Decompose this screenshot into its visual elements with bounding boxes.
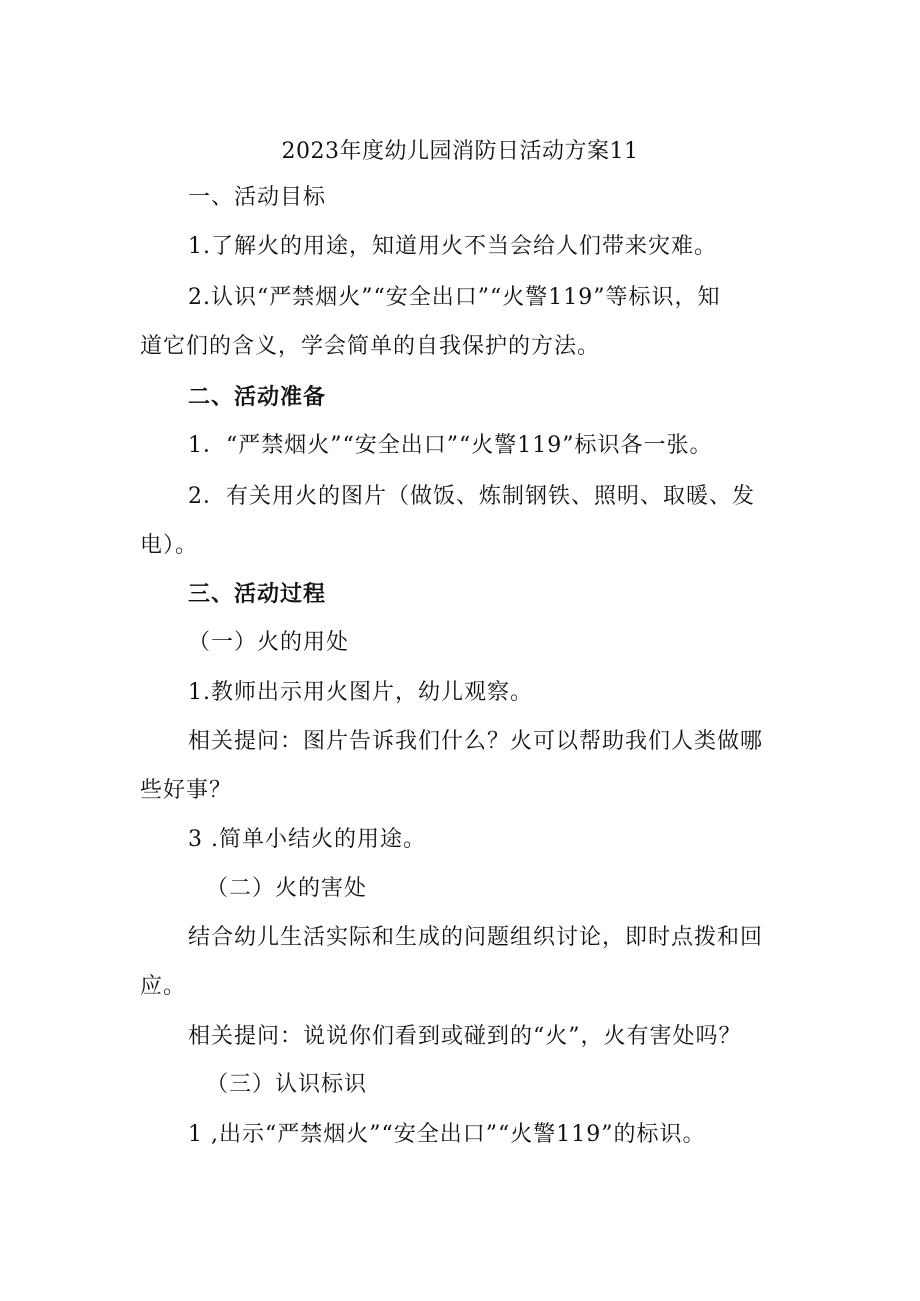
paragraph: 2.认识“严禁烟火”“安全出口”“火警119”等标识，知 — [188, 285, 721, 310]
paragraph: 结合幼儿生活实际和生成的问题组织讨论，即时点拨和回 — [188, 925, 764, 950]
paragraph: 1 ,出示“严禁烟火”“安全出口”“火警119”的标识。 — [188, 1122, 706, 1147]
subheading: （三）认识标识 — [206, 1072, 368, 1097]
paragraph: 相关提问：图片告诉我们什么？火可以帮助我们人类做哪 — [188, 729, 764, 754]
paragraph: 3 .简单小结火的用途。 — [188, 827, 426, 852]
paragraph: 相关提问：说说你们看到或碰到的“火”，火有害处吗？ — [188, 1024, 742, 1049]
paragraph: 2．有关用火的图片（做饭、炼制钢铁、照明、取暖、发 — [188, 484, 755, 509]
document-title: 2023年度幼儿园消防日活动方案11 — [281, 139, 639, 164]
paragraph-continued: 道它们的含义，学会简单的自我保护的方法。 — [140, 334, 601, 359]
paragraph: 1.教师出示用火图片，幼儿观察。 — [188, 680, 533, 705]
heading-objectives: 一、活动目标 — [188, 185, 327, 210]
paragraph-continued: 些好事？ — [140, 778, 233, 803]
subheading: （一）火的用处 — [188, 630, 350, 655]
heading-preparation: 二、活动准备 — [188, 384, 327, 410]
paragraph: 1.了解火的用途，知道用火不当会给人们带来灾难。 — [188, 234, 717, 259]
paragraph-continued: 电）。 — [140, 533, 199, 558]
heading-process: 三、活动过程 — [188, 581, 327, 607]
subheading: （二）火的害处 — [206, 876, 368, 901]
paragraph: 1．“严禁烟火”“安全出口”“火警119”标识各一张。 — [188, 433, 713, 458]
paragraph-continued: 应。 — [140, 974, 187, 999]
